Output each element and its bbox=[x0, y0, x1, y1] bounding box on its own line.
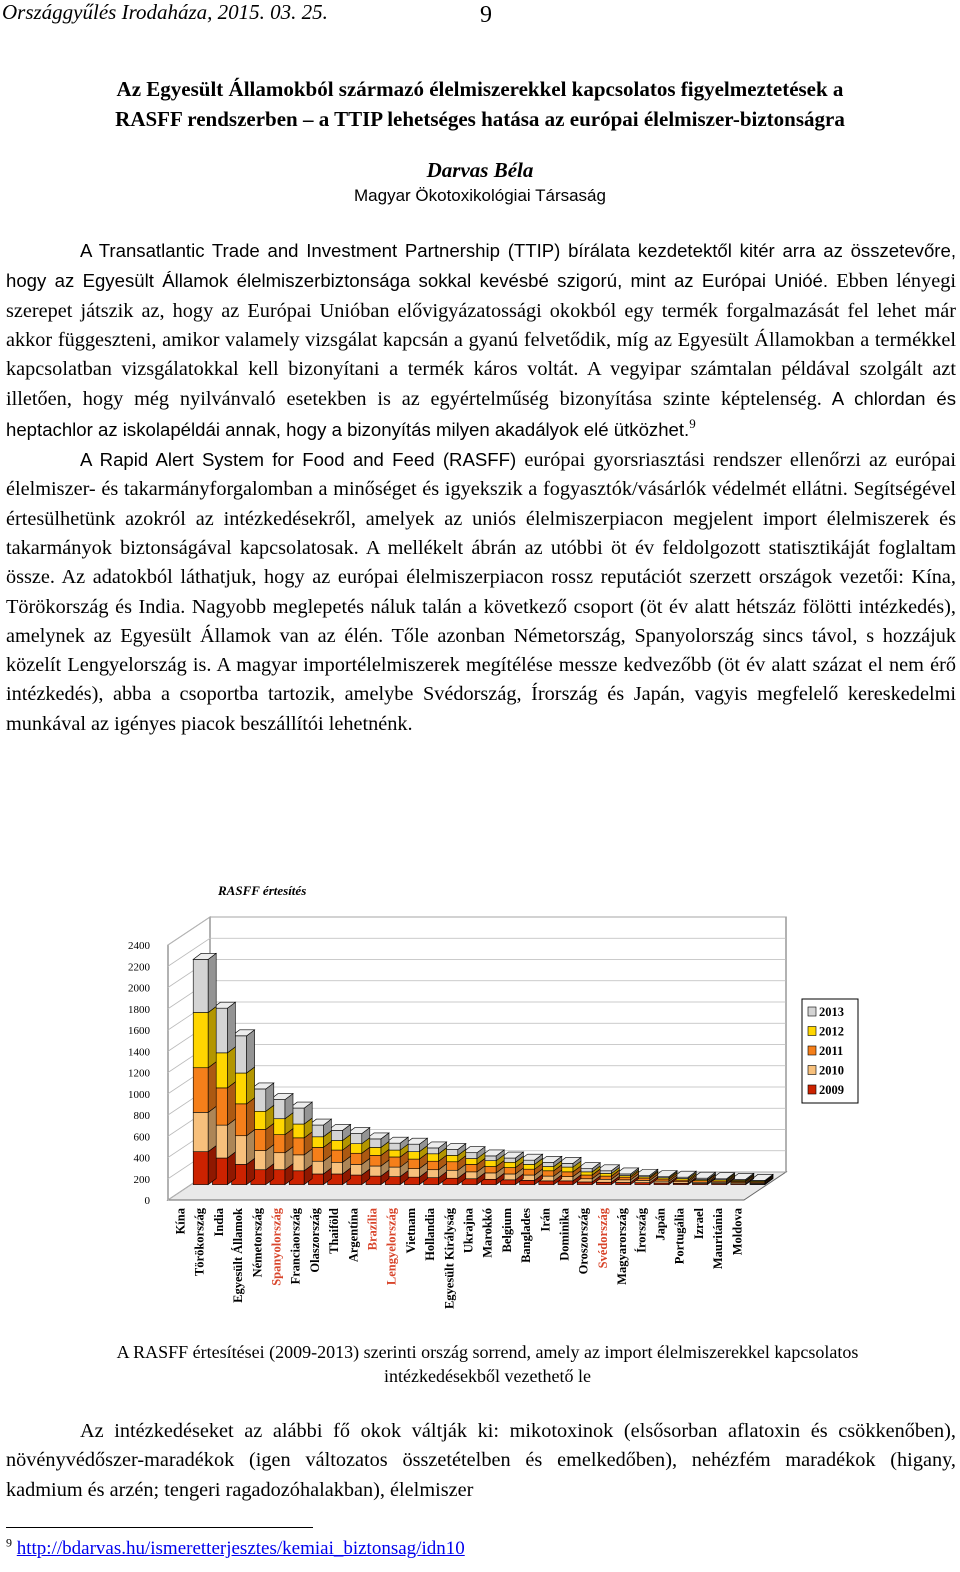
paragraph-1-sentence-1: A Transatlantic Trade and Investment Partnership (TTIP) bírálata kezdetektől kitér arra az összetevőre, hogy az Egyesült Államok élelmiszerbiztonsága sokkal kevésbé szigorú, mint az Európai Unióé. bbox=[6, 240, 956, 292]
paragraph-1 bbox=[6, 236, 956, 445]
x-category-label: India bbox=[211, 1208, 226, 1237]
x-category-label: Egyesült Államok bbox=[231, 1208, 246, 1303]
y-tick-label: 2400 bbox=[128, 940, 150, 952]
bar-segment-side bbox=[227, 1082, 235, 1125]
footnote-marker: 9 bbox=[6, 1535, 12, 1550]
x-category-label: Egyesült Királyság bbox=[442, 1208, 457, 1310]
legend-swatch bbox=[808, 1085, 816, 1094]
bar-segment-front bbox=[539, 1181, 554, 1185]
x-category-label: Franciaország bbox=[288, 1208, 303, 1285]
bar-segment-side bbox=[227, 1047, 235, 1088]
bar-segment-front bbox=[193, 1152, 208, 1185]
x-category-label: Hollandia bbox=[423, 1208, 438, 1261]
bar-segment-front bbox=[596, 1182, 611, 1184]
y-tick-label: 1000 bbox=[128, 1088, 150, 1101]
bar-segment-front bbox=[193, 1068, 208, 1113]
y-tick-label: 1200 bbox=[128, 1067, 150, 1080]
y-tick-label: 0 bbox=[144, 1195, 150, 1207]
x-category-label: Mauritánia bbox=[711, 1208, 726, 1270]
author-name: Darvas Béla bbox=[426, 158, 534, 182]
y-tick-label: 800 bbox=[133, 1110, 150, 1122]
title-line-1: Az Egyesült Államokból származó élelmiszerekkel kapcsolatos figyelmeztetések a bbox=[116, 77, 844, 101]
bar-segment-front bbox=[193, 959, 208, 1012]
y-tick-label: 1800 bbox=[128, 1003, 150, 1016]
x-category-label: Oroszország bbox=[576, 1208, 591, 1275]
x-category-label: Portugália bbox=[672, 1208, 687, 1265]
title-line-2: RASFF rendszerben – a TTIP lehetséges hatása az európai élelmiszer-biztonságra bbox=[115, 107, 845, 131]
x-category-label: Írország bbox=[634, 1208, 649, 1253]
bar-segment-side bbox=[227, 1002, 235, 1053]
x-category-label: Törökország bbox=[192, 1208, 207, 1277]
bar-segment-side bbox=[227, 1119, 235, 1158]
legend-swatch bbox=[808, 1046, 816, 1055]
x-category-label: Izrael bbox=[691, 1208, 706, 1240]
legend-label: 2010 bbox=[819, 1063, 844, 1078]
x-category-label: Brazília bbox=[365, 1208, 380, 1251]
legend-swatch bbox=[808, 1066, 816, 1075]
legend-swatch bbox=[808, 1027, 816, 1036]
bar-segment-side bbox=[208, 1106, 216, 1151]
y-tick-label: 1600 bbox=[128, 1025, 150, 1037]
paragraph-1-sentence-3: A chlordan és heptachlor az iskolapéldái annak, hogy a bizonyítás milyen akadályok elé ütközhet. bbox=[6, 388, 956, 440]
rasff-chart bbox=[0, 875, 960, 1325]
legend-label: 2011 bbox=[819, 1044, 844, 1058]
x-category-label: Vietnam bbox=[403, 1208, 418, 1254]
bar-segment-front bbox=[500, 1180, 515, 1185]
page-number: 9 bbox=[480, 2, 492, 28]
legend-label: 2009 bbox=[819, 1083, 844, 1097]
x-category-label: Belgium bbox=[499, 1208, 514, 1253]
x-category-label: Japán bbox=[653, 1208, 668, 1241]
y-tick-label: 600 bbox=[133, 1131, 150, 1144]
footnote-reference[interactable]: 9 bbox=[689, 416, 696, 432]
legend-label: 2012 bbox=[819, 1024, 844, 1039]
legend-label: 2013 bbox=[819, 1005, 844, 1019]
x-category-label: Banglades bbox=[519, 1208, 534, 1263]
y-tick-label: 2200 bbox=[128, 961, 150, 974]
y-tick-label: 2000 bbox=[128, 982, 150, 995]
paragraph-1-sentence-2: Ebben lényegi szerepet játszik az, hogy az Európai Unióban elővigyázatossági okokból egy termék forgalmazását fel lehet már akkor függeszteni, amikor valamely vizsgálat kapcsán a gyanú felvetődik, míg az Egyesült Államokban a termékkel kapcsolatban vizsgálatokkal kell bizonyítani a termék káros voltát. A vegyipar számtalan példával szolgált azt illetően, hogy még nyilvánvaló esetekben is az egyértelműség bizonyítása szinte képtelenség. bbox=[6, 270, 956, 411]
x-category-label: Olaszország bbox=[307, 1208, 322, 1273]
bar-segment-front bbox=[520, 1180, 535, 1184]
bar-segment-front bbox=[635, 1180, 650, 1182]
x-category-label: Irán bbox=[538, 1208, 553, 1232]
bar-segment-front bbox=[193, 1012, 208, 1067]
x-category-label: Thaiföld bbox=[327, 1208, 342, 1254]
caption-line-1: A RASFF értesítései (2009-2013) szerinti ország sorrend, amely az import élelmiszerekkel kapcsolatos bbox=[116, 1342, 859, 1362]
bar-segment-side bbox=[247, 1098, 255, 1136]
paragraph-2-lead: A Rapid Alert System for Food and Feed (RASFF) bbox=[80, 449, 517, 471]
x-category-label: Kína bbox=[173, 1208, 188, 1235]
paragraph-2-body: európai gyorsriasztási rendszer ellenőrzi az európai élelmiszer- és takarmányforgalomban a minőséget és igyekszik a fogyasztók/vásárlók védelmét ellátni. Segítségével értesülhetünk azokról az intézkedésekről, amelyek az uniós élelmiszerpiacon megjelent import élelmiszerek és takarmányok biztonságával kapcsolatosak. A mellékelt ábrán az utóbbi öt év feldolgozott statisztikáját foglaltam össze. Az adatokból láthatjuk, hogy az európai élelmiszerpiacon rossz reputációt szerzett országok vezetői: Kína, Törökország és India. Nagyobb meglepetés náluk talán a következő csoport (öt év alatt hétszáz fölötti intézkedés), amelynek az Egyesült Államok van az élén. Tőle azonban Németország, Spanyolország sincs távol, s hozzájuk közelít Lengyelország is. A magyar importélelmiszerek megítélése messze kedvezőbb (öt év alatt százat el nem érő intézkedés), abba a csoportba tartozik, amelybe Svédország, Írország és Japán, vagyis megfelelő kereskedelmi munkával az igényes piacok beszállítói lehetnénk. bbox=[6, 449, 957, 735]
paragraph-3-text: Az intézkedéseket az alábbi fő okok váltják ki: mikotoxinok (elsősorban aflatoxin és csökkenőben), növényvédőszer-maradékok (igen változatos összetételben és emelkedőben), nehézfém maradékok (higany, kadmium és arzén; tengeri ragadozóhalakban), élelmiszer bbox=[6, 1420, 956, 1501]
bar-segment-side bbox=[247, 1030, 255, 1073]
x-category-label: Németország bbox=[250, 1208, 265, 1278]
y-tick-label: 200 bbox=[133, 1173, 150, 1186]
y-tick-label: 400 bbox=[133, 1152, 150, 1165]
bar-segment-side bbox=[208, 953, 216, 1012]
bar-segment-side bbox=[208, 1146, 216, 1185]
x-category-label: Spanyolország bbox=[269, 1208, 284, 1286]
x-category-label: Argentína bbox=[346, 1208, 361, 1263]
paragraph-2 bbox=[6, 445, 956, 739]
footnote-divider bbox=[6, 1527, 313, 1528]
legend-swatch bbox=[808, 1007, 816, 1016]
y-tick-label: 1400 bbox=[128, 1046, 150, 1059]
paragraph-3 bbox=[6, 1417, 956, 1505]
bar-segment-front bbox=[616, 1180, 631, 1183]
x-category-label: Lengyelország bbox=[384, 1208, 399, 1286]
bar-segment-front bbox=[616, 1182, 631, 1184]
x-category-label: Magyarország bbox=[615, 1208, 630, 1285]
chart-title: RASFF értesítés bbox=[218, 883, 307, 898]
bar-segment-front bbox=[558, 1181, 573, 1185]
article-title bbox=[0, 74, 960, 134]
x-category-label: Svédország bbox=[595, 1208, 610, 1269]
x-category-label: Dominika bbox=[557, 1208, 572, 1261]
x-category-label: Marokkó bbox=[480, 1208, 495, 1258]
bar-segment-front bbox=[577, 1182, 592, 1185]
body-paragraphs bbox=[6, 236, 956, 739]
bar-segment-side bbox=[208, 1062, 216, 1113]
x-category-label: Moldova bbox=[730, 1208, 745, 1256]
x-category-label: Ukrajna bbox=[461, 1208, 476, 1254]
bar-segment-side bbox=[247, 1067, 255, 1104]
bar-segment-front bbox=[193, 1112, 208, 1151]
figure-caption bbox=[0, 1340, 960, 1388]
footnote-link[interactable]: http://bdarvas.hu/ismeretterjesztes/kemiai_biztonsag/idn10 bbox=[16, 1538, 465, 1559]
author-affiliation: Magyar Ökotoxikológiai Társaság bbox=[354, 186, 606, 205]
running-header: Országgyűlés Irodaháza, 2015. 03. 25. bbox=[2, 0, 328, 24]
bar-segment-side bbox=[208, 1006, 216, 1067]
footnote bbox=[6, 1535, 465, 1560]
caption-line-2: intézkedésekből vezethető le bbox=[384, 1366, 591, 1386]
